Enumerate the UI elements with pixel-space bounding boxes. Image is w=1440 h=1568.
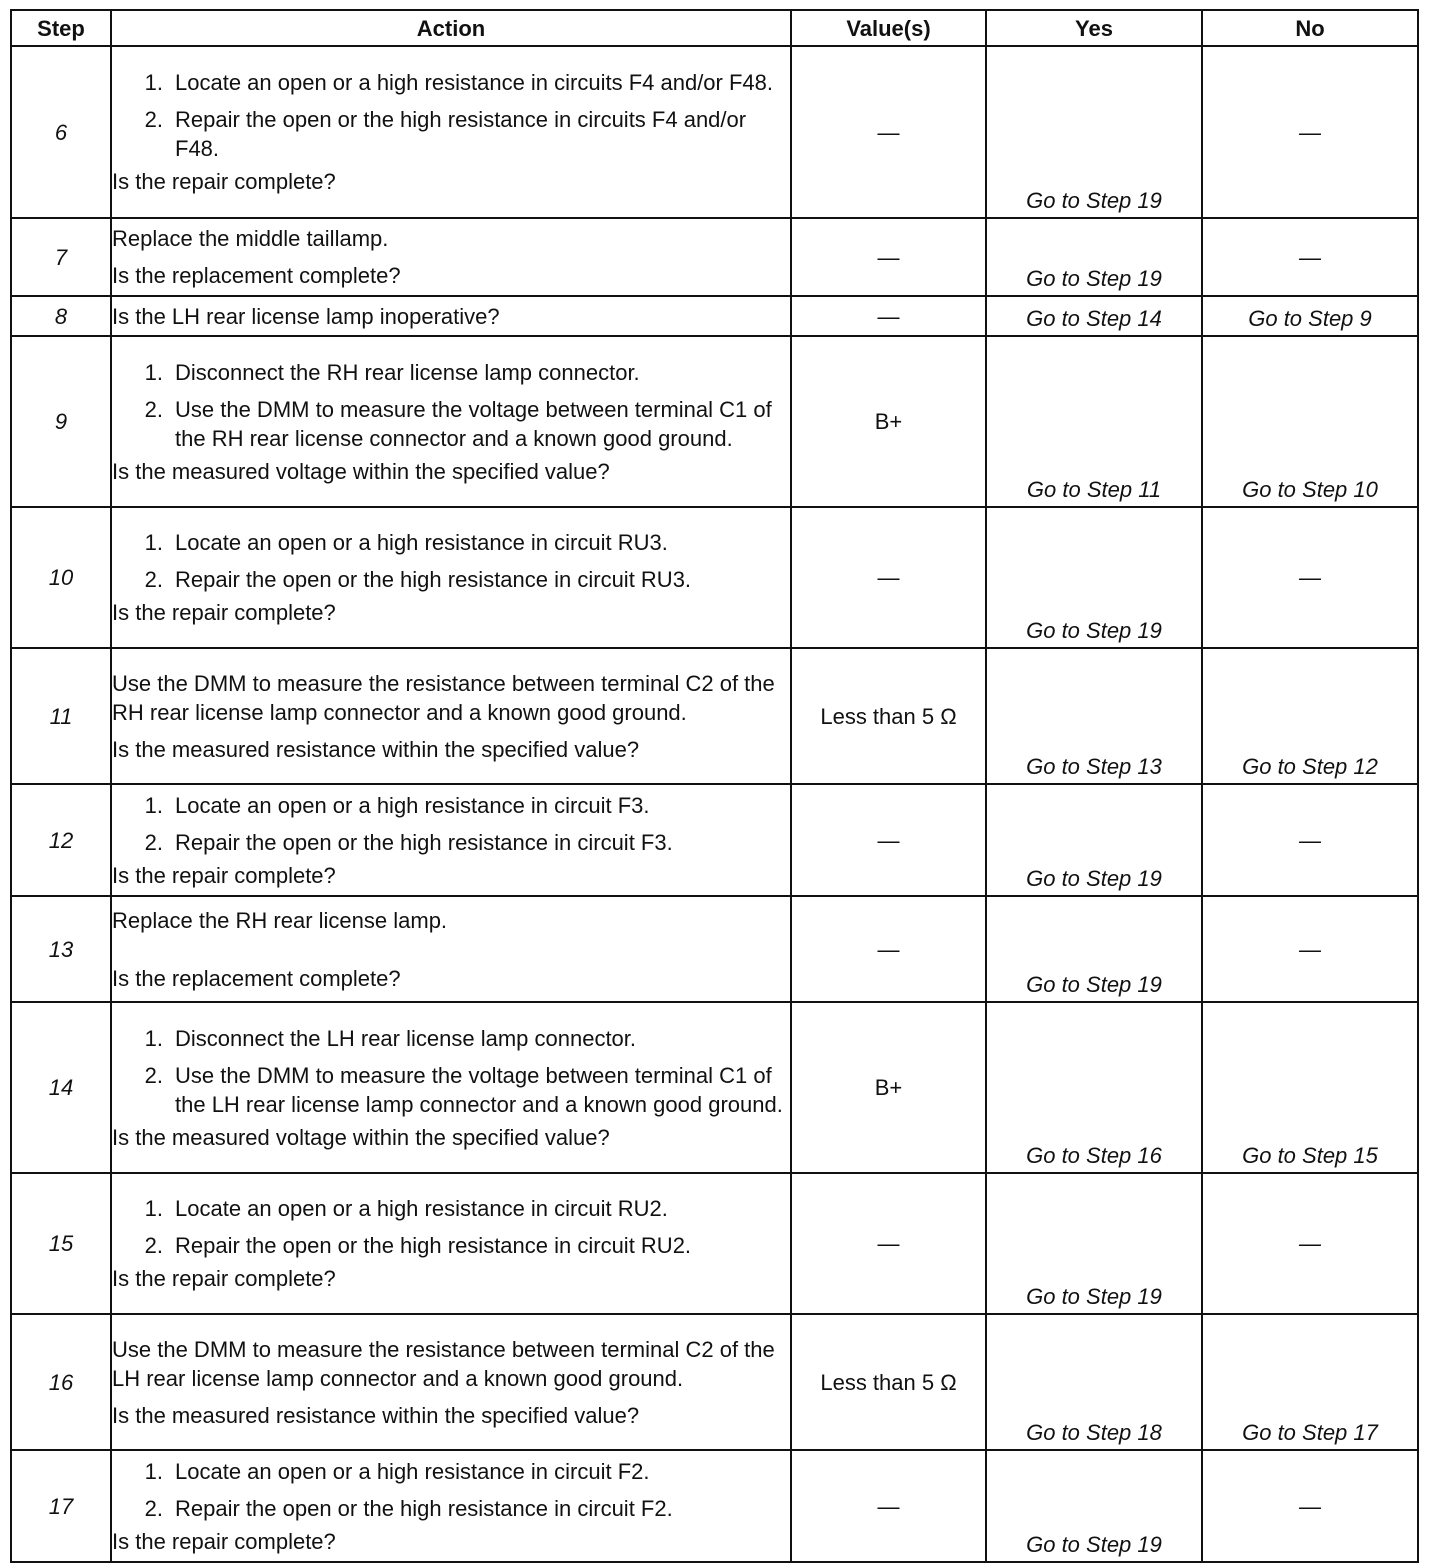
action-step-item	[112, 1457, 790, 1486]
header-action: Action	[111, 10, 791, 46]
action-question: Is the repair complete?	[112, 1528, 336, 1554]
action-cell	[111, 218, 791, 296]
no-cell: Go to Step 9	[1202, 296, 1418, 336]
value-cell: —	[791, 1173, 986, 1314]
no-cell: —	[1202, 896, 1418, 1002]
yes-cell: Go to Step 11	[986, 336, 1202, 507]
action-question: Is the replacement complete?	[112, 263, 401, 288]
value-cell: Less than 5 Ω	[791, 648, 986, 784]
action-question: Is the replacement complete?	[112, 965, 401, 991]
action-steps-list	[112, 1457, 790, 1523]
action-cell	[111, 336, 791, 507]
action-question: Is the repair complete?	[112, 600, 336, 625]
diagnostic-table	[10, 9, 1419, 1563]
action-question: Is the measured resistance within the specified value?	[112, 736, 640, 762]
yes-cell: Go to Step 14	[986, 296, 1202, 336]
action-step-text: Locate an open or a high resistance in circuit RU3.	[175, 530, 668, 555]
action-step-item	[112, 791, 790, 820]
action-step-item	[112, 528, 790, 557]
yes-cell: Go to Step 19	[986, 218, 1202, 296]
action-step-number: 1.	[144, 792, 163, 818]
action-step-number: 2.	[144, 1062, 163, 1088]
yes-cell: Go to Step 16	[986, 1002, 1202, 1173]
value-cell: —	[791, 507, 986, 648]
action-step-number: 2.	[144, 396, 163, 422]
table-row	[11, 46, 1418, 218]
action-question: Is the repair complete?	[112, 169, 336, 194]
action-step-text: Disconnect the LH rear license lamp connector.	[175, 1025, 637, 1051]
table-body	[11, 46, 1418, 1562]
action-step-text: Repair the open or the high resistance in circuit F3.	[175, 829, 673, 855]
yes-cell: Go to Step 19	[986, 1450, 1202, 1562]
action-cell	[111, 507, 791, 648]
action-step-number: 1.	[144, 359, 163, 385]
step-number: 9	[11, 336, 111, 507]
action-cell	[111, 784, 791, 896]
action-step-text: Repair the open or the high resistance in circuit RU2.	[175, 1233, 692, 1258]
action-steps-list	[112, 791, 790, 857]
table-row	[11, 896, 1418, 1002]
table-row	[11, 218, 1418, 296]
step-number: 8	[11, 296, 111, 336]
header-yes: Yes	[986, 10, 1202, 46]
action-text: Use the DMM to measure the resistance between terminal C2 of the LH rear license lamp connector and a known good ground.	[112, 1336, 775, 1391]
yes-cell: Go to Step 18	[986, 1314, 1202, 1450]
action-step-text: Locate an open or a high resistance in circuit F3.	[175, 792, 650, 818]
no-cell: —	[1202, 784, 1418, 896]
no-cell: —	[1202, 507, 1418, 648]
action-step-text: Locate an open or a high resistance in circuit F2.	[175, 1458, 650, 1484]
action-step-number: 1.	[144, 1025, 163, 1051]
action-step-number: 1.	[144, 530, 163, 555]
step-number: 11	[11, 648, 111, 784]
action-step-item	[112, 1061, 790, 1119]
value-cell: —	[791, 218, 986, 296]
header-no: No	[1202, 10, 1418, 46]
yes-cell: Go to Step 13	[986, 648, 1202, 784]
action-step-number: 2.	[144, 1495, 163, 1521]
header-values: Value(s)	[791, 10, 986, 46]
step-number: 12	[11, 784, 111, 896]
step-number: 17	[11, 1450, 111, 1562]
action-step-item	[112, 1494, 790, 1523]
table-row	[11, 1450, 1418, 1562]
action-step-text: Disconnect the RH rear license lamp connector.	[175, 359, 640, 385]
action-text: Replace the RH rear license lamp.	[112, 907, 448, 933]
no-cell: Go to Step 15	[1202, 1002, 1418, 1173]
action-question: Is the repair complete?	[112, 1266, 336, 1291]
action-cell	[111, 1314, 791, 1450]
value-cell: —	[791, 46, 986, 218]
no-cell: Go to Step 17	[1202, 1314, 1418, 1450]
action-step-item	[112, 105, 790, 163]
action-step-text: Locate an open or a high resistance in circuits F4 and/or F48.	[175, 70, 774, 95]
action-step-item	[112, 1194, 790, 1223]
step-number: 14	[11, 1002, 111, 1173]
table-row	[11, 1002, 1418, 1173]
action-step-text: Use the DMM to measure the voltage between terminal C1 of the RH rear license connector and a known good ground.	[175, 396, 772, 451]
yes-cell: Go to Step 19	[986, 46, 1202, 218]
value-cell: —	[791, 896, 986, 1002]
step-number: 13	[11, 896, 111, 1002]
action-steps-list	[112, 358, 790, 453]
table-row	[11, 1314, 1418, 1450]
action-steps-list	[112, 528, 790, 594]
action-cell	[111, 296, 791, 336]
action-step-item	[112, 68, 790, 97]
action-step-item	[112, 1024, 790, 1053]
action-step-item	[112, 828, 790, 857]
action-cell	[111, 1450, 791, 1562]
action-steps-list	[112, 1024, 790, 1119]
action-question: Is the repair complete?	[112, 862, 336, 888]
action-step-text: Repair the open or the high resistance in circuits F4 and/or F48.	[175, 107, 747, 161]
step-number: 6	[11, 46, 111, 218]
action-step-text: Locate an open or a high resistance in circuit RU2.	[175, 1196, 668, 1221]
no-cell: —	[1202, 218, 1418, 296]
value-cell: Less than 5 Ω	[791, 1314, 986, 1450]
step-number: 15	[11, 1173, 111, 1314]
action-steps-list	[112, 68, 790, 163]
yes-cell: Go to Step 19	[986, 507, 1202, 648]
action-step-item	[112, 565, 790, 594]
no-cell: —	[1202, 1450, 1418, 1562]
yes-cell: Go to Step 19	[986, 784, 1202, 896]
action-cell	[111, 46, 791, 218]
action-step-number: 1.	[144, 1458, 163, 1484]
action-step-number: 2.	[144, 1233, 163, 1258]
action-question: Is the LH rear license lamp inoperative?	[112, 303, 500, 329]
value-cell: B+	[791, 1002, 986, 1173]
yes-cell: Go to Step 19	[986, 1173, 1202, 1314]
action-step-number: 1.	[144, 1196, 163, 1221]
action-step-text: Repair the open or the high resistance in circuit RU3.	[175, 567, 692, 592]
value-cell: —	[791, 1450, 986, 1562]
action-step-item	[112, 1231, 790, 1260]
header-step: Step	[11, 10, 111, 46]
value-cell: —	[791, 784, 986, 896]
action-text: Replace the middle taillamp.	[112, 226, 389, 251]
action-cell	[111, 896, 791, 1002]
action-step-number: 1.	[144, 70, 163, 95]
action-question: Is the measured voltage within the specified value?	[112, 1124, 610, 1150]
no-cell: Go to Step 12	[1202, 648, 1418, 784]
action-question: Is the measured resistance within the specified value?	[112, 1402, 640, 1428]
action-step-number: 2.	[144, 829, 163, 855]
action-cell	[111, 1002, 791, 1173]
action-steps-list	[112, 1194, 790, 1260]
action-step-text: Use the DMM to measure the voltage between terminal C1 of the LH rear license lamp connector and a known good ground.	[175, 1062, 783, 1117]
value-cell: B+	[791, 336, 986, 507]
yes-cell: Go to Step 19	[986, 896, 1202, 1002]
action-step-item	[112, 395, 790, 453]
action-step-number: 2.	[144, 107, 163, 132]
step-number: 7	[11, 218, 111, 296]
no-cell: —	[1202, 1173, 1418, 1314]
table-row	[11, 507, 1418, 648]
no-cell: —	[1202, 46, 1418, 218]
table-header-row	[11, 10, 1418, 46]
table-row	[11, 296, 1418, 336]
no-cell: Go to Step 10	[1202, 336, 1418, 507]
action-cell	[111, 1173, 791, 1314]
action-text: Use the DMM to measure the resistance between terminal C2 of the RH rear license lamp connector and a known good ground.	[112, 670, 775, 725]
table-row	[11, 648, 1418, 784]
step-number: 10	[11, 507, 111, 648]
value-cell: —	[791, 296, 986, 336]
action-question: Is the measured voltage within the specified value?	[112, 458, 610, 484]
action-step-number: 2.	[144, 567, 163, 592]
action-cell	[111, 648, 791, 784]
table-row	[11, 336, 1418, 507]
step-number: 16	[11, 1314, 111, 1450]
action-step-text: Repair the open or the high resistance in circuit F2.	[175, 1495, 673, 1521]
table-row	[11, 1173, 1418, 1314]
action-step-item	[112, 358, 790, 387]
table-row	[11, 784, 1418, 896]
